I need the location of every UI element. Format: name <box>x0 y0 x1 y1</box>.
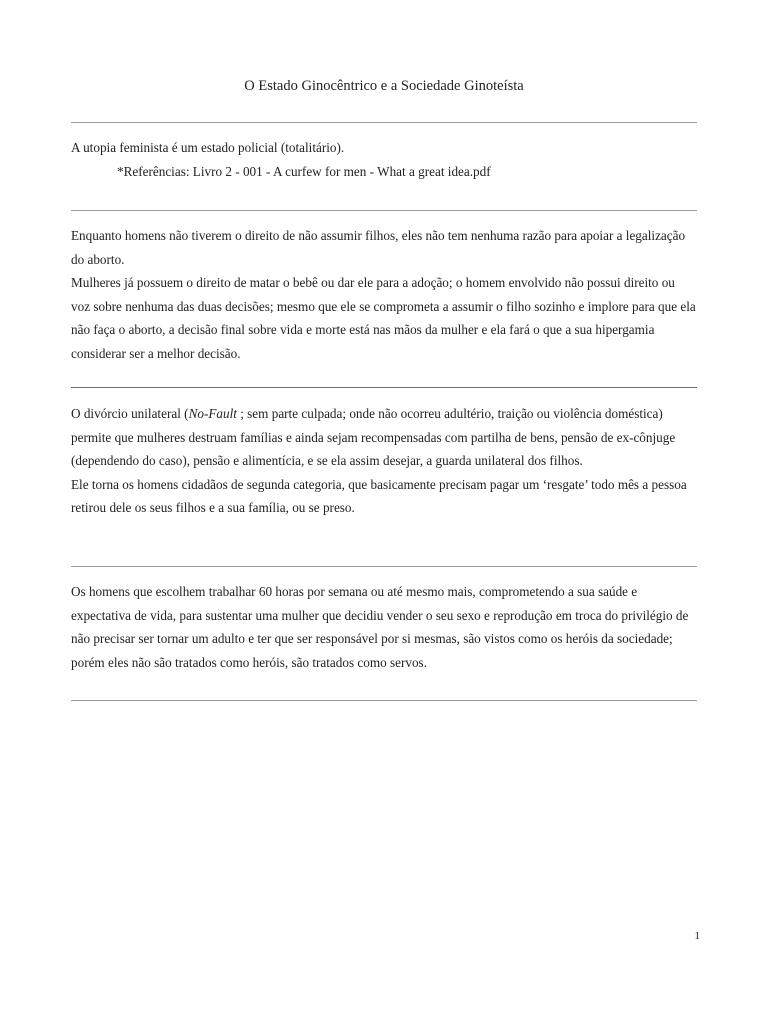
section-work <box>71 580 697 674</box>
page-number: 1 <box>694 930 700 942</box>
section-utopia-text: A utopia feminista é um estado policial (totalitário). <box>71 140 345 155</box>
section-divorce <box>71 402 697 520</box>
section-divorce-paragraph-1 <box>71 402 697 473</box>
section-divorce-paragraph-2: Ele torna os homens cidadãos de segunda categoria, que basicamente precisam pagar um ‘resgate’ todo mês a pessoa retirou dele os seus filhos e a sua família, ou se preso. <box>71 476 687 516</box>
section-divider <box>71 122 697 123</box>
section-utopia <box>71 136 697 183</box>
section-abortion-paragraph-2: Mulheres já possuem o direito de matar o bebê ou dar ele para a adoção; o homem envolvido não possui direito ou voz sobre nenhuma das duas decisões; mesmo que ele se comprometa a assumir o filho sozinho e implore para que ela não faça o aborto, a decisão final sobre vida e morte está nas mãos da mulher e ela fará o que a sua hipergamia considerar ser a melhor decisão. <box>71 275 696 361</box>
divorce-text-rest: ; sem parte culpada; onde não ocorreu adultério, traição ou violência doméstica) permite que mulheres destruam famílias e ainda sejam recompensadas com partilha de bens, pensão de ex-cônjuge (dependendo do caso), pensão e alimentícia, e se ela assim desejar, a guarda unilateral dos filhos. <box>71 406 676 469</box>
section-divider <box>71 566 697 567</box>
no-fault-term: No-Fault <box>188 406 237 421</box>
section-divider <box>71 700 697 701</box>
section-divider <box>71 210 697 211</box>
section-work-paragraph-1: Os homens que escolhem trabalhar 60 horas por semana ou até mesmo mais, comprometendo a sua saúde e expectativa de vida, para sustentar uma mulher que decidiu vender o seu sexo e reprodução em troca do privilégio de não precisar ser tornar um adulto e ter que ser responsável por si mesmas, são vistos como os heróis da sociedade; porém eles não são tratados como heróis, são tratados como servos. <box>71 584 689 670</box>
section-abortion <box>71 224 697 366</box>
page-title: O Estado Ginocêntrico e a Sociedade Ginoteísta <box>244 78 524 94</box>
reference-note: *Referências: Livro 2 - 001 - A curfew for men - What a great idea.pdf <box>117 163 491 179</box>
section-abortion-paragraph-1: Enquanto homens não tiverem o direito de não assumir filhos, eles não tem nenhuma razão para apoiar a legalização do aborto. <box>71 228 686 267</box>
divorce-text-start: O divórcio unilateral ( <box>71 406 189 421</box>
section-divider <box>71 387 697 388</box>
